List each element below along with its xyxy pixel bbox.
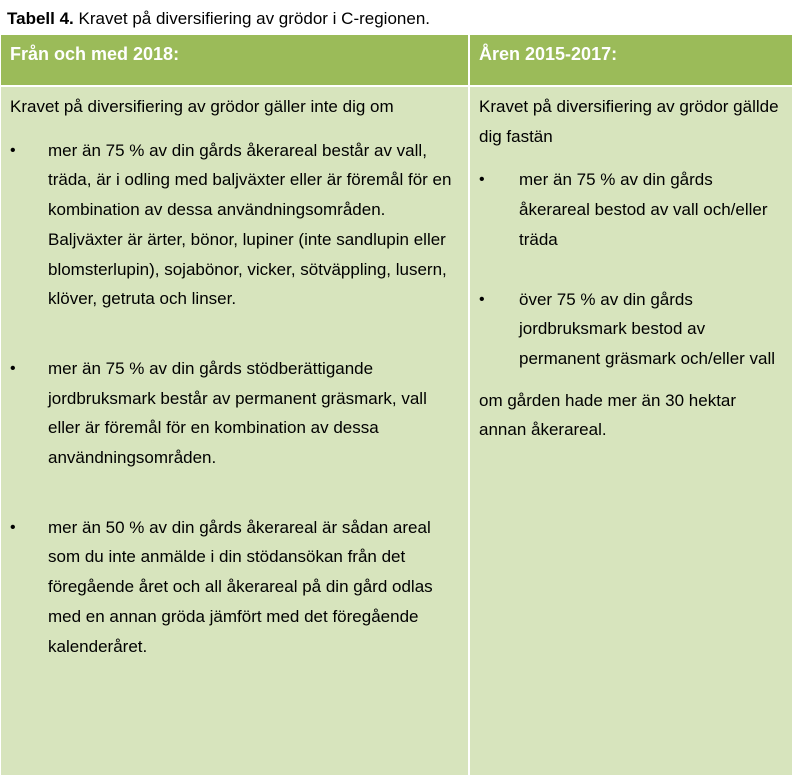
list-item-text: över 75 % av din gårds jordbruksmark bestod av permanent gräsmark och/eller vall [519,289,776,368]
header-2015-2017: Åren 2015-2017: [479,44,618,64]
header-from-2018: Från och med 2018: [10,44,180,64]
list-item [10,136,460,314]
bullet-icon: • [10,359,16,377]
right-bullet-list [479,165,784,373]
left-intro: Kravet på diversifiering av grödor gäller inte dig om [10,97,394,116]
list-item [10,354,460,473]
list-item-text: mer än 50 % av din gårds åkerareal är sådan areal som du inte anmälde i din stödansökan från det föregående året och all åkerareal på din gård odlas med en annan gröda jämfört med det föregående kalenderåret. [48,517,433,656]
list-item-text: mer än 75 % av din gårds stödberättigande jordbruksmark består av permanent gräsmark, vall eller är föremål för en kombination av dessa användningsområden. [48,358,427,468]
list-item-text: mer än 75 % av din gårds åkerareal bestod av vall och/eller träda [519,170,768,249]
bullet-icon: • [479,171,485,189]
table-caption [7,9,430,29]
left-bullet-list [10,136,460,662]
column-divider [468,35,470,775]
bullet-icon: • [10,141,16,159]
bullet-icon: • [10,518,16,536]
column-2015-2017 [479,92,784,445]
list-item [10,513,460,662]
caption-label: Tabell 4. [7,9,74,28]
bullet-icon: • [479,290,485,308]
list-item [479,165,784,254]
list-item-text: mer än 75 % av din gårds åkerareal består av vall, träda, är i odling med baljväxter eller är föremål för en kombination av dessa användningsområden. Baljväxter är ärter, bönor, lupiner (inte sandlupin eller blomsterlupin), sojabönor, vicker, sötväppling, lusern, klöver, getruta och linser. [48,140,452,309]
header-divider [1,85,792,87]
column-from-2018 [10,92,460,661]
right-outro: om gården hade mer än 30 hektar annan åkerareal. [479,390,737,440]
right-intro: Kravet på diversifiering av grödor gällde dig fastän [479,97,779,146]
list-item [479,285,784,374]
caption-text: Kravet på diversifiering av grödor i C-regionen. [73,9,430,28]
